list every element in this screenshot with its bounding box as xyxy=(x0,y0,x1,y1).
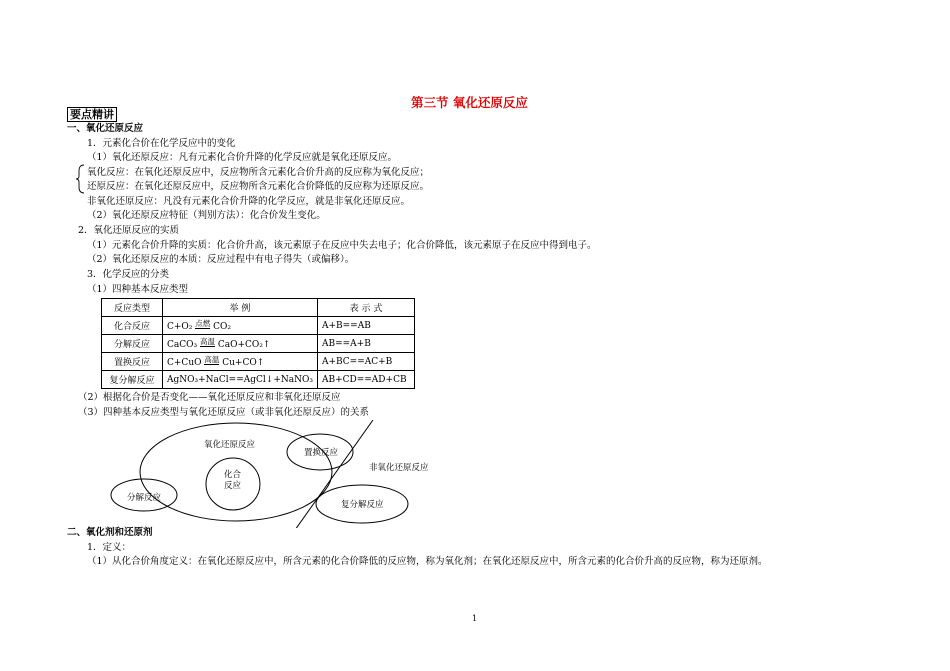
expression-cell: AB+CD==AD+CB xyxy=(317,371,414,389)
example-reactants: C+O₂ xyxy=(167,322,193,332)
example-cell xyxy=(163,353,318,371)
table-row xyxy=(102,371,415,389)
table-header: 反应类型 xyxy=(102,299,163,317)
line-definition: 1．定义： xyxy=(87,542,132,553)
table-row xyxy=(102,335,415,353)
line-redox-nature: （2）氧化还原反应的本质：反应过程中有电子得失（或偏移）。 xyxy=(87,254,355,265)
expression-cell: A+BC==AC+B xyxy=(317,353,414,371)
line-non-redox-def: 非氧化还原反应：凡没有元素化合价升降的化学反应，就是非氧化还原反应。 xyxy=(87,196,411,207)
redox-boundary-line xyxy=(295,420,373,528)
example-products: CO₂ xyxy=(213,322,232,332)
reaction-type-cell: 置换反应 xyxy=(102,353,163,371)
line-redox-feature: （2）氧化还原反应特征（判别方法）：化合价发生变化。 xyxy=(87,210,326,221)
line-relation-heading: （3）四种基本反应类型与氧化还原反应（或非氧化还原反应）的关系 xyxy=(78,407,370,418)
example-cell: AgNO₃+NaCl==AgCl↓+NaNO₃ xyxy=(163,371,318,389)
line-classification-heading: 3．化学反应的分类 xyxy=(87,269,170,280)
venn-label-combination: 化合 xyxy=(224,470,242,480)
line-oxidation-def: 氧化反应：在氧化还原反应中，反应物所含元素化合价升高的反应称为氧化反应； xyxy=(87,167,430,178)
reaction-types-table xyxy=(101,298,415,389)
reaction-type-cell: 分解反应 xyxy=(102,335,163,353)
reaction-type-cell: 复分解反应 xyxy=(102,371,163,389)
line-redox-def: （1）氧化还原反应：凡有元素化合价升降的化学反应就是氧化还原反应。 xyxy=(87,152,398,163)
heading-redox: 一、氧化还原反应 xyxy=(67,123,144,134)
line-valence-classification: （2）根据化合价是否变化——氧化还原反应和非氧化还原反应 xyxy=(78,392,341,403)
left-brace xyxy=(76,164,86,194)
line-valence-definition: （1）从化合价角度定义：在氧化还原反应中，所含元素的化合价降低的反应物，称为氧化剂；在氧化还原反应中，所含元素的化合价升高的反应物，称为还原剂。 xyxy=(87,556,768,567)
table-row xyxy=(102,317,415,335)
expression-cell: AB==A+B xyxy=(317,335,414,353)
line-reduction-def: 还原反应：在氧化还原反应中，反应物所含元素化合价降低的反应称为还原反应。 xyxy=(87,181,430,192)
line-redox-essence-heading: 2．氧化还原反应的实质 xyxy=(78,225,180,236)
example-products: Cu+CO↑ xyxy=(222,358,265,368)
example-products: CaO+CO₂↑ xyxy=(217,340,271,350)
venn-label-displacement: 置换反应 xyxy=(304,448,339,458)
page-title: 第三节 氧化还原反应 xyxy=(411,95,528,110)
reaction-condition: 高温 xyxy=(204,355,220,364)
venn-label-decomposition: 分解反应 xyxy=(127,493,162,503)
reaction-type-cell: 化合反应 xyxy=(102,317,163,335)
venn-label-combination-2: 反应 xyxy=(224,481,242,491)
venn-label-non-redox: 非氧化还原反应 xyxy=(369,463,429,473)
section-box-label: 要点精讲 xyxy=(67,107,117,122)
table-header: 表 示 式 xyxy=(317,299,414,317)
example-reactants: C+CuO xyxy=(167,358,202,368)
heading-oxidant-reductant: 二、氧化剂和还原剂 xyxy=(67,527,153,538)
line-valence-change: 1．元素化合价在化学反应中的变化 xyxy=(87,138,236,149)
table-header-row xyxy=(102,299,415,317)
reaction-condition: 点燃 xyxy=(195,319,211,328)
example-cell xyxy=(163,335,318,353)
example-reactants: CaCO₃ xyxy=(167,340,198,350)
expression-cell: A+B==AB xyxy=(317,317,414,335)
venn-label-redox: 氧化还原反应 xyxy=(204,440,256,450)
table-header: 举 例 xyxy=(163,299,318,317)
reaction-condition: 高温 xyxy=(200,337,215,346)
page-number: 1 xyxy=(472,614,478,623)
table-row xyxy=(102,353,415,371)
line-valence-essence: （1）元素化合价升降的实质：化合价升高，该元素原子在反应中失去电子；化合价降低，该元素原子在反应中得到电子。 xyxy=(87,240,597,251)
venn-label-double-decomposition: 复分解反应 xyxy=(341,500,384,510)
reaction-venn-diagram xyxy=(110,420,440,528)
line-four-types: （1）四种基本反应类型 xyxy=(87,284,189,295)
example-cell xyxy=(163,317,318,335)
